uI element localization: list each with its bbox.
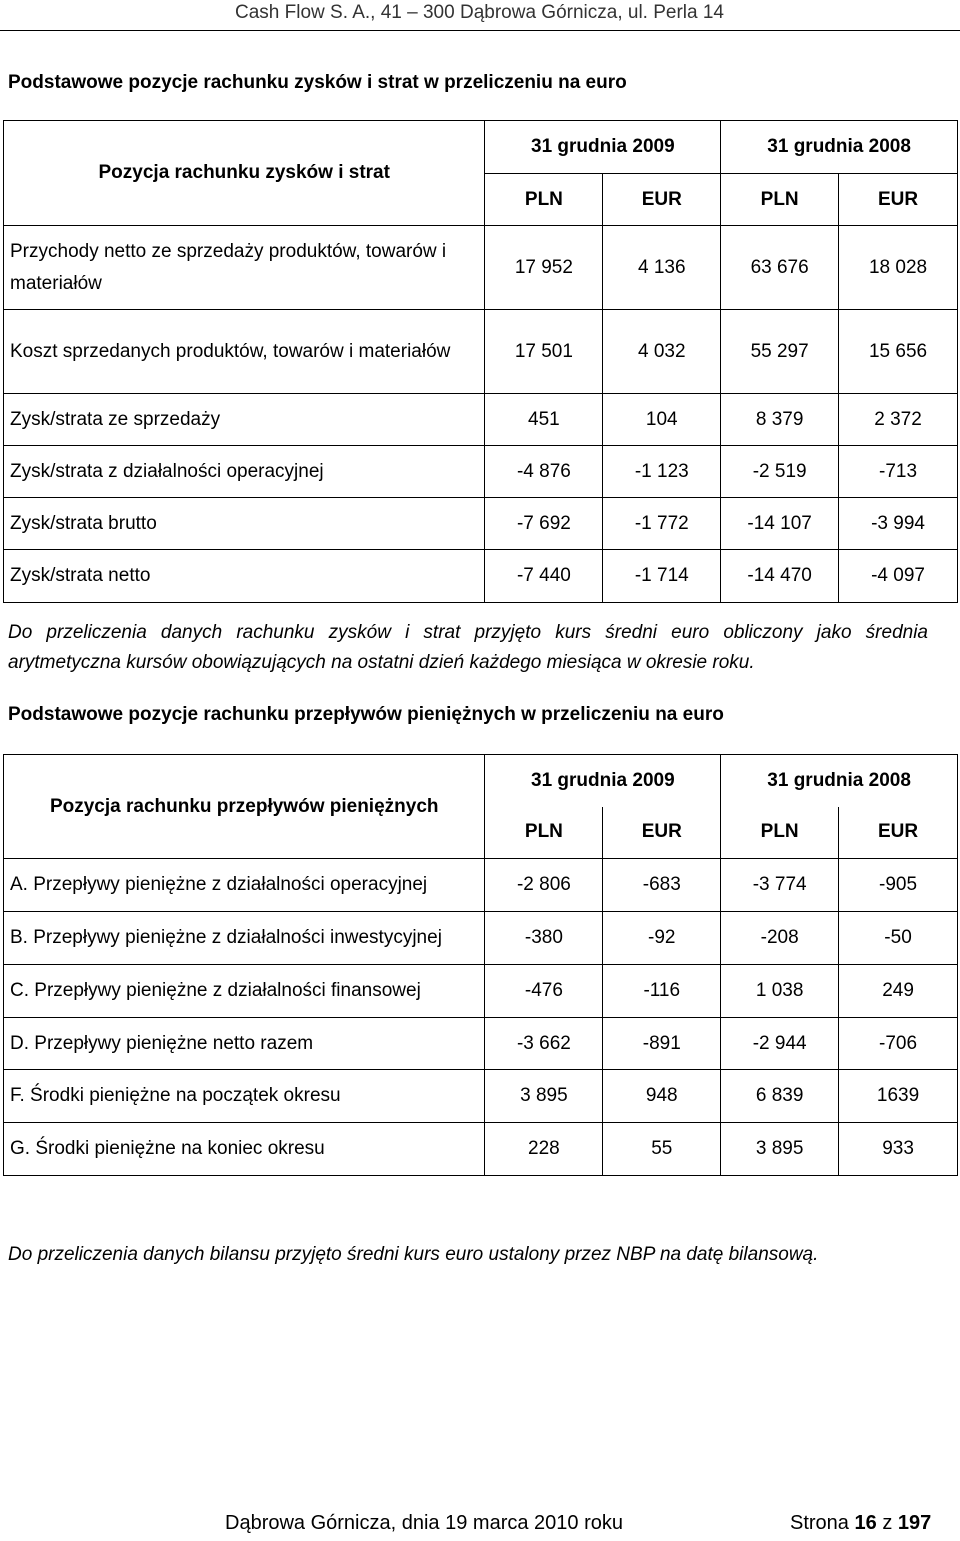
currency-label: PLN: [721, 174, 839, 226]
cell-value: 18 028: [839, 226, 958, 310]
cell-value: -7 692: [485, 498, 603, 550]
cell-value: 933: [839, 1123, 958, 1176]
table-row: [4, 446, 958, 498]
income-table: [3, 120, 958, 603]
cell-value: -3 774: [721, 859, 839, 912]
cashflow-period-2008: 31 grudnia 2008: [721, 755, 958, 807]
cashflow-header-row: [4, 755, 958, 807]
cell-value: -116: [603, 965, 721, 1018]
cell-value: 948: [603, 1070, 721, 1123]
footer-place-date: Dąbrowa Górnicza, dnia 19 marca 2010 roku: [225, 1512, 623, 1534]
currency-label: PLN: [485, 174, 603, 226]
cell-value: -1 123: [603, 446, 721, 498]
cell-value: 55 297: [721, 310, 839, 394]
table-row: [4, 498, 958, 550]
cashflow-note: Do przeliczenia danych bilansu przyjęto średni kurs euro ustalony przez NBP na datę bilansową.: [8, 1244, 819, 1265]
income-note: Do przeliczenia danych rachunku zysków i strat przyjęto kurs średni euro obliczony jako średnia arytmetyczna kursów obowiązujących na ostatni dzień każdego miesiąca w okresie roku.: [8, 622, 928, 673]
currency-label: PLN: [485, 807, 603, 859]
row-label: D. Przepływy pieniężne netto razem: [4, 1018, 485, 1070]
cell-value: 17 952: [485, 226, 603, 310]
cell-value: 8 379: [721, 394, 839, 446]
header-text: Cash Flow S. A., 41 – 300 Dąbrowa Górnicza, ul. Perla 14: [235, 2, 724, 23]
row-label: Zysk/strata netto: [4, 550, 485, 603]
cell-value: -2 806: [485, 859, 603, 912]
cell-value: 451: [485, 394, 603, 446]
row-label: Przychody netto ze sprzedaży produktów, towarów i materiałów: [4, 226, 485, 310]
footer-page-total: 197: [897, 1512, 932, 1534]
currency-label: EUR: [603, 174, 721, 226]
table-row: [4, 550, 958, 603]
cell-value: -14 107: [721, 498, 839, 550]
cell-value: 3 895: [721, 1123, 839, 1176]
row-label: F. Środki pieniężne na początek okresu: [4, 1070, 485, 1123]
income-period-2008: 31 grudnia 2008: [721, 121, 958, 174]
cell-value: -50: [839, 912, 958, 965]
cell-value: 6 839: [721, 1070, 839, 1123]
row-label: G. Środki pieniężne na koniec okresu: [4, 1123, 485, 1176]
income-section-title: Podstawowe pozycje rachunku zysków i strat w przeliczeniu na euro: [8, 72, 627, 93]
row-label: A. Przepływy pieniężne z działalności operacyjnej: [4, 859, 485, 912]
cell-value: 104: [603, 394, 721, 446]
cell-value: -92: [603, 912, 721, 965]
cell-value: -3 662: [485, 1018, 603, 1070]
table-row: [4, 859, 958, 912]
currency-label: EUR: [839, 807, 958, 859]
currency-label: EUR: [839, 174, 958, 226]
cell-value: 1639: [839, 1070, 958, 1123]
table-row: [4, 1123, 958, 1176]
cell-value: 228: [485, 1123, 603, 1176]
currency-label: EUR: [603, 807, 721, 859]
row-label: Zysk/strata ze sprzedaży: [4, 394, 485, 446]
cell-value: -2 944: [721, 1018, 839, 1070]
cell-value: -1 714: [603, 550, 721, 603]
cell-value: 2 372: [839, 394, 958, 446]
cashflow-table: [3, 754, 958, 1176]
footer-page-current: 16: [854, 1512, 877, 1534]
cashflow-col-header: Pozycja rachunku przepływów pieniężnych: [4, 755, 485, 859]
cell-value: -3 994: [839, 498, 958, 550]
income-header-row: [4, 121, 958, 174]
footer-page-sep: z: [882, 1512, 893, 1534]
cell-value: -713: [839, 446, 958, 498]
row-label: Zysk/strata z działalności operacyjnej: [4, 446, 485, 498]
page-header: [0, 0, 960, 31]
footer-page-word: Strona: [790, 1512, 849, 1534]
row-label: B. Przepływy pieniężne z działalności inwestycyjnej: [4, 912, 485, 965]
cashflow-section-title: Podstawowe pozycje rachunku przepływów pieniężnych w przeliczeniu na euro: [8, 704, 724, 725]
income-col-header: Pozycja rachunku zysków i strat: [4, 121, 485, 226]
cell-value: -4 876: [485, 446, 603, 498]
table-row: [4, 310, 958, 394]
cell-value: -208: [721, 912, 839, 965]
row-label: Koszt sprzedanych produktów, towarów i materiałów: [4, 310, 485, 394]
table-row: [4, 965, 958, 1018]
cell-value: -476: [485, 965, 603, 1018]
cell-value: 1 038: [721, 965, 839, 1018]
row-label: C. Przepływy pieniężne z działalności finansowej: [4, 965, 485, 1018]
cell-value: -7 440: [485, 550, 603, 603]
cell-value: 15 656: [839, 310, 958, 394]
cell-value: -706: [839, 1018, 958, 1070]
currency-label: PLN: [721, 807, 839, 859]
table-row: [4, 1018, 958, 1070]
cell-value: 17 501: [485, 310, 603, 394]
cell-value: 63 676: [721, 226, 839, 310]
cell-value: -2 519: [721, 446, 839, 498]
cell-value: -1 772: [603, 498, 721, 550]
table-row: [4, 394, 958, 446]
cell-value: -891: [603, 1018, 721, 1070]
row-label: Zysk/strata brutto: [4, 498, 485, 550]
table-row: [4, 1070, 958, 1123]
cell-value: -380: [485, 912, 603, 965]
cell-value: 55: [603, 1123, 721, 1176]
cell-value: -14 470: [721, 550, 839, 603]
table-row: [4, 226, 958, 310]
cell-value: 4 032: [603, 310, 721, 394]
footer-page-number: [790, 1512, 931, 1535]
table-row: [4, 912, 958, 965]
income-period-2009: 31 grudnia 2009: [485, 121, 721, 174]
cell-value: -683: [603, 859, 721, 912]
cell-value: 249: [839, 965, 958, 1018]
cashflow-period-2009: 31 grudnia 2009: [485, 755, 721, 807]
cell-value: 3 895: [485, 1070, 603, 1123]
cell-value: -905: [839, 859, 958, 912]
cell-value: -4 097: [839, 550, 958, 603]
cell-value: 4 136: [603, 226, 721, 310]
